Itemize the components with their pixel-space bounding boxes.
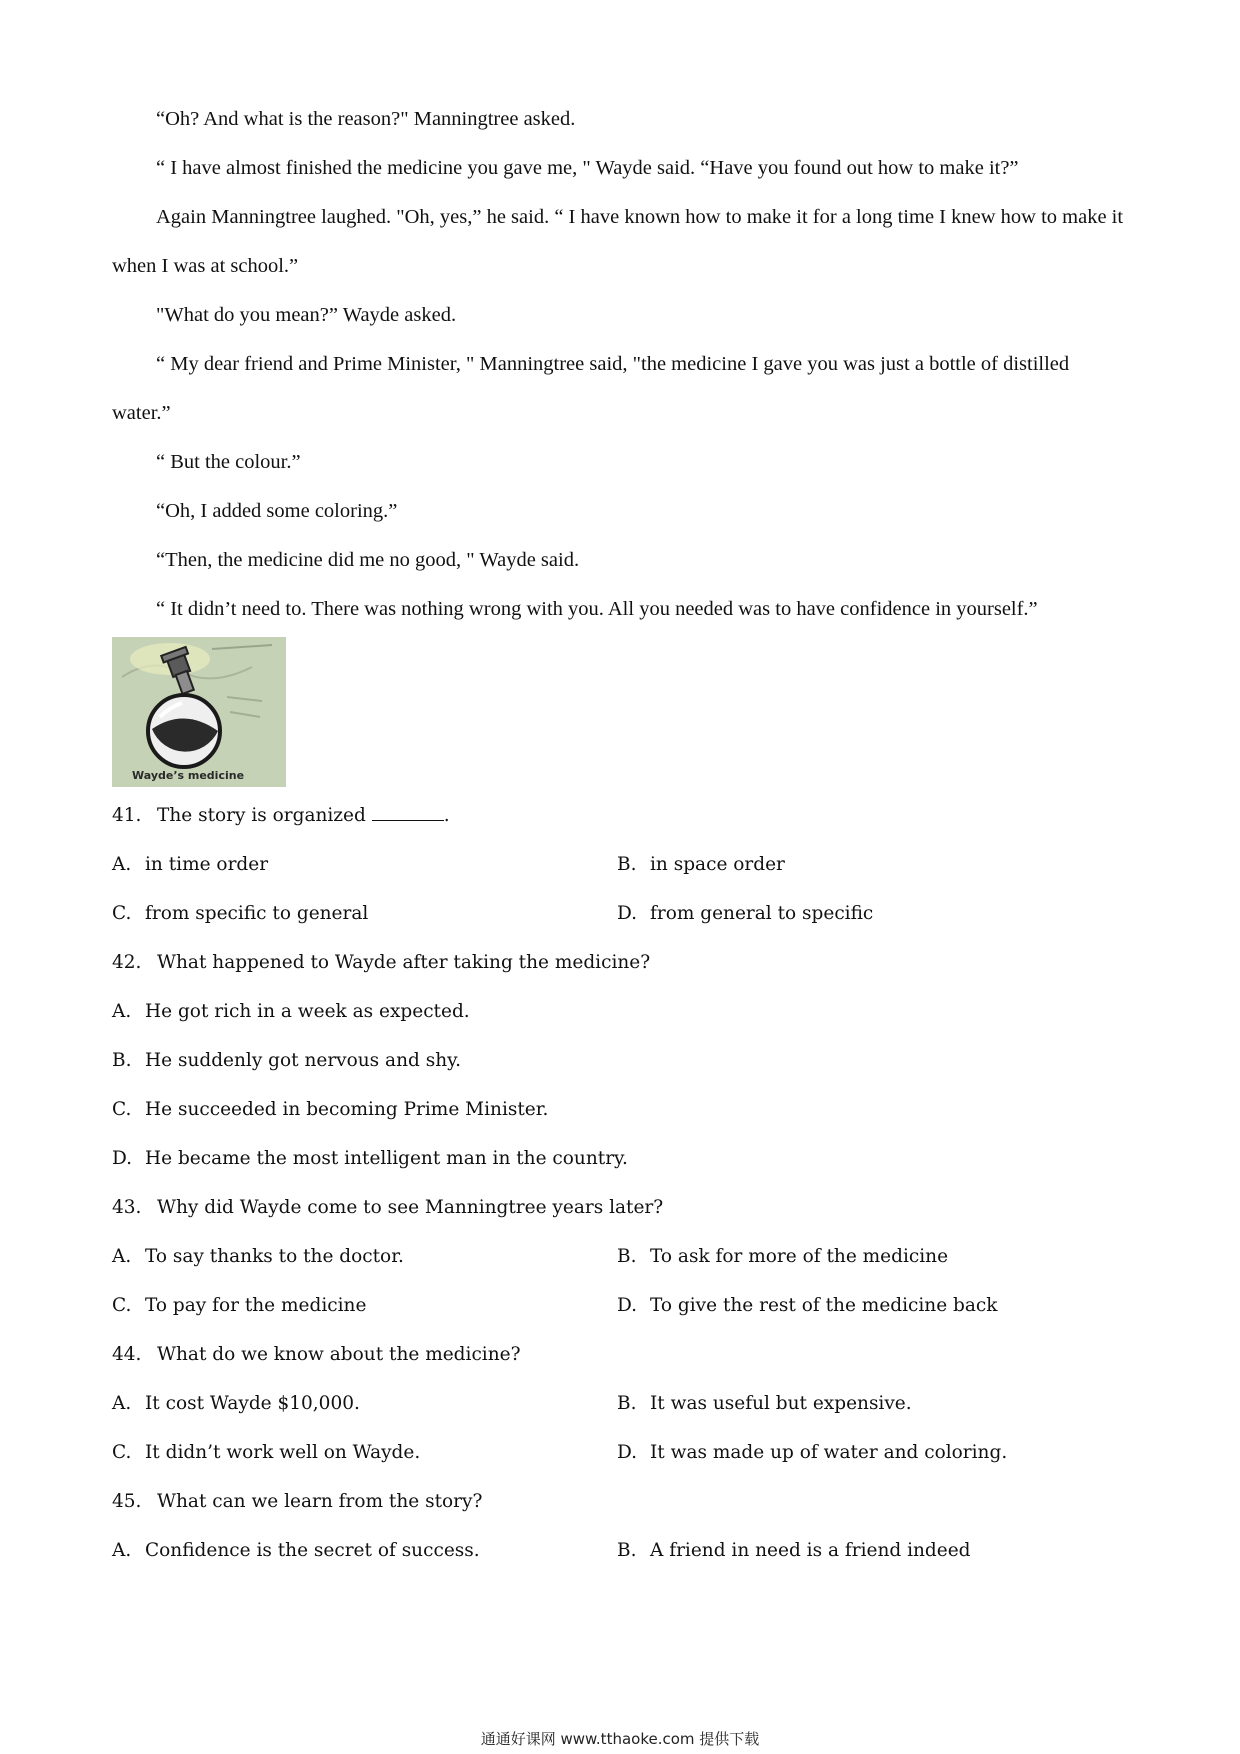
story-paragraph: “Then, the medicine did me no good, " Wayde said.	[156, 549, 580, 571]
option-text: in time order	[145, 854, 269, 875]
option-44-a[interactable]	[112, 1392, 360, 1416]
question-number: 44.	[112, 1344, 142, 1365]
option-43-c[interactable]	[112, 1294, 366, 1318]
option-45-a[interactable]	[112, 1539, 480, 1563]
option-letter: D.	[617, 903, 638, 924]
option-text: It was made up of water and coloring.	[650, 1442, 1008, 1463]
option-letter: C.	[112, 1442, 132, 1463]
story-paragraph: “Oh, I added some coloring.”	[156, 500, 398, 522]
option-42-a[interactable]	[112, 1000, 470, 1024]
question-number: 43.	[112, 1197, 142, 1218]
option-text: Confidence is the secret of success.	[145, 1540, 480, 1561]
option-text: To pay for the medicine	[145, 1295, 367, 1316]
question-44	[112, 1343, 521, 1367]
option-text: in space order	[650, 854, 785, 875]
option-text: from general to specific	[650, 903, 874, 924]
question-text: Why did Wayde come to see Manningtree years later?	[157, 1197, 664, 1218]
option-letter: C.	[112, 1295, 132, 1316]
option-45-b[interactable]	[617, 1539, 971, 1563]
option-letter: A.	[112, 1001, 132, 1022]
option-letter: A.	[112, 1540, 132, 1561]
question-45	[112, 1490, 482, 1514]
option-text: It cost Wayde $10,000.	[145, 1393, 360, 1414]
question-text: What happened to Wayde after taking the medicine?	[157, 952, 651, 973]
question-43	[112, 1196, 663, 1220]
option-text: He became the most intelligent man in the country.	[145, 1148, 628, 1169]
option-text: He succeeded in becoming Prime Minister.	[145, 1099, 549, 1120]
answer-blank[interactable]	[372, 804, 444, 821]
option-42-d[interactable]	[112, 1147, 628, 1171]
option-41-c[interactable]	[112, 902, 368, 926]
option-letter: D.	[112, 1148, 133, 1169]
question-number: 41.	[112, 805, 142, 826]
option-letter: D.	[617, 1442, 638, 1463]
option-letter: B.	[617, 1393, 637, 1414]
story-paragraph: “ I have almost finished the medicine you gave me, " Wayde said. “Have you found out how to make it?”	[156, 157, 1019, 179]
story-paragraph: Again Manningtree laughed. "Oh, yes,” he said. “ I have known how to make it for a long time I knew how to make it when I was at school.”	[112, 206, 1124, 277]
medicine-bottle-image	[112, 637, 286, 787]
bottle-icon	[112, 637, 286, 787]
option-text: To say thanks to the doctor.	[145, 1246, 404, 1267]
option-letter: C.	[112, 1099, 132, 1120]
story-paragraph: “ It didn’t need to. There was nothing wrong with you. All you needed was to have confidence in yourself.”	[156, 598, 1038, 620]
question-number: 42.	[112, 952, 142, 973]
option-text: It didn’t work well on Wayde.	[145, 1442, 421, 1463]
option-text: To give the rest of the medicine back	[650, 1295, 998, 1316]
story-paragraph: "What do you mean?” Wayde asked.	[156, 304, 457, 326]
option-42-c[interactable]	[112, 1098, 548, 1122]
page-footer: 通通好课网 www.tthaoke.com 提供下载	[480, 1730, 760, 1748]
option-letter: B.	[112, 1050, 132, 1071]
option-text: from specific to general	[145, 903, 369, 924]
question-text: What do we know about the medicine?	[157, 1344, 521, 1365]
option-41-a[interactable]	[112, 853, 268, 877]
option-44-d[interactable]	[617, 1441, 1007, 1465]
option-44-c[interactable]	[112, 1441, 420, 1465]
story-paragraph: “Oh? And what is the reason?" Manningtree asked.	[156, 108, 576, 130]
option-letter: D.	[617, 1295, 638, 1316]
question-41	[112, 804, 450, 828]
option-43-d[interactable]	[617, 1294, 998, 1318]
option-letter: B.	[617, 1246, 637, 1267]
story-paragraph: “ But the colour.”	[156, 451, 301, 473]
figure-caption: Wayde’s medicine	[132, 769, 245, 782]
option-43-b[interactable]	[617, 1245, 948, 1269]
question-number: 45.	[112, 1491, 142, 1512]
question-text: The story is organized	[157, 805, 366, 826]
question-end: .	[443, 805, 450, 826]
question-text: What can we learn from the story?	[157, 1491, 483, 1512]
option-41-b[interactable]	[617, 853, 785, 877]
option-44-b[interactable]	[617, 1392, 912, 1416]
option-letter: A.	[112, 854, 132, 875]
option-letter: A.	[112, 1246, 132, 1267]
option-text: He got rich in a week as expected.	[145, 1001, 470, 1022]
option-text: It was useful but expensive.	[650, 1393, 912, 1414]
question-42	[112, 951, 650, 975]
option-letter: A.	[112, 1393, 132, 1414]
option-text: A friend in need is a friend indeed	[650, 1540, 971, 1561]
option-text: To ask for more of the medicine	[650, 1246, 949, 1267]
option-text: He suddenly got nervous and shy.	[145, 1050, 461, 1071]
option-42-b[interactable]	[112, 1049, 461, 1073]
option-letter: C.	[112, 903, 132, 924]
story-paragraph: “ My dear friend and Prime Minister, " Manningtree said, "the medicine I gave you was just a bottle of distilled water.”	[112, 353, 1070, 424]
option-41-d[interactable]	[617, 902, 873, 926]
option-letter: B.	[617, 1540, 637, 1561]
option-43-a[interactable]	[112, 1245, 404, 1269]
option-letter: B.	[617, 854, 637, 875]
